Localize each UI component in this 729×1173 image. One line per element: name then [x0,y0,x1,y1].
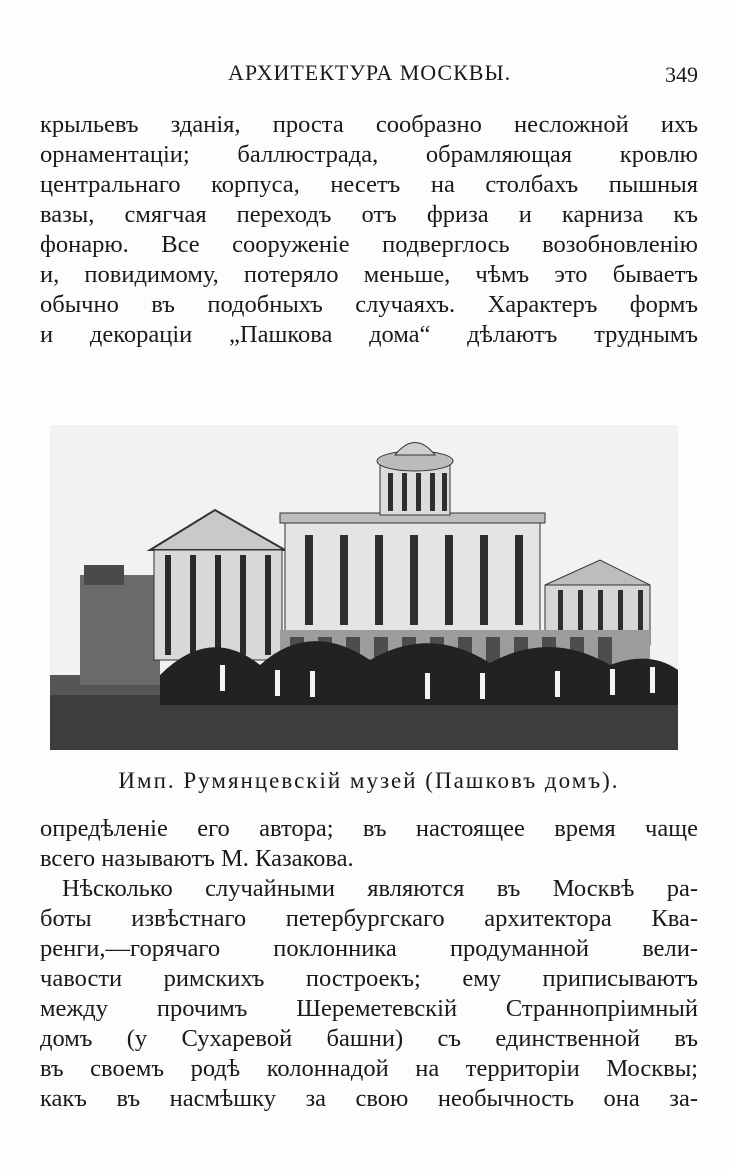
figure-caption: Имп. Румянцевскій музей (Пашковъ домъ). [118,768,620,793]
text-line: какъ въ насмѣшку за свою необычность она за- [40,1085,698,1112]
text-line: фонарю. Все сооруженіе подверглось возобновленію [40,231,698,258]
museum-photograph [50,425,678,750]
text-line: ренги,—горячаго поклонника продуманной вели- [40,935,698,962]
page-number: 349 [665,62,698,87]
text-line: въ своемъ родѣ колоннадой на территоріи Москвы; [40,1055,698,1082]
text-line: опредѣленіе его автора; въ настоящее время чаще [40,815,698,842]
text-line: крыльевъ зданія, проста сообразно несложной ихъ [40,111,698,138]
text-line: чавости римскихъ построекъ; ему приписываютъ [40,965,698,992]
text-line: всего называютъ М. Казакова. [40,845,354,872]
paragraph-bottom [40,814,698,1114]
paragraph-top [40,110,698,350]
text-line: центральнаго корпуса, несетъ на столбахъ пышныя [40,171,698,198]
text-line: Нѣсколько случайными являются въ Москвѣ ра- [62,875,698,902]
text-line: и, повидимому, потеряло меньше, чѣмъ это бываетъ [40,261,698,288]
running-title: АРХИТЕКТУРА МОСКВЫ. [228,60,512,85]
text-line: домъ (у Сухаревой башни) съ единственной въ [40,1025,698,1052]
running-head [40,58,704,90]
text-line: вазы, смягчая переходъ отъ фриза и карниза къ [40,201,698,228]
text-line: между прочимъ Шереметевскій Страннопріимный [40,995,698,1022]
text-line: орнаментаціи; баллюстрада, обрамляющая кровлю [40,141,698,168]
text-line: обычно въ подобныхъ случаяхъ. Характеръ формъ [40,291,698,318]
text-line: и декораціи „Пашкова дома“ дѣлаютъ труднымъ [40,321,698,348]
building-illustration [50,425,678,750]
text-line: боты извѣстнаго петербургскаго архитектора Ква- [40,905,698,932]
